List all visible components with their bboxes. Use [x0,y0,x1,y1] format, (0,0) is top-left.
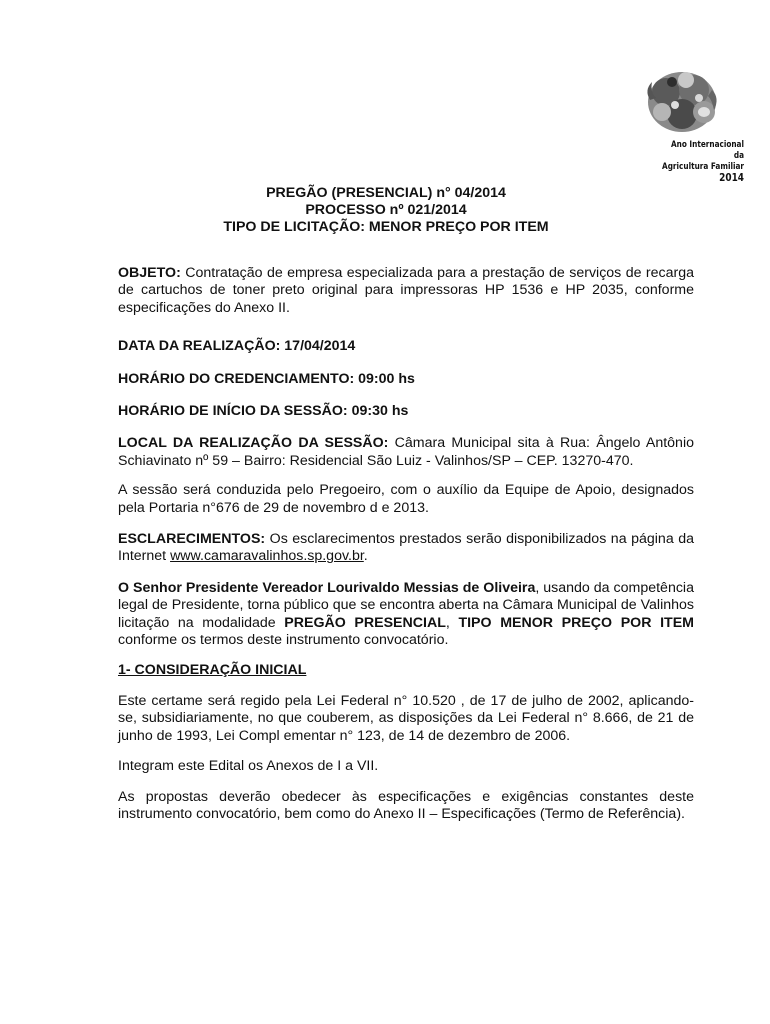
presidente-text-1: , usando da competência legal de Presidente, torna público que se encontra aberta na Câmara Municipal de Valinhos licitação na modalidade [118,579,694,631]
title-tipo-licitacao: TIPO DE LICITAÇÃO: MENOR PREÇO POR ITEM [223,219,549,235]
esclarecimentos-paragraph [118,531,694,566]
fruit-wreath-icon [642,60,722,140]
horario-credenciamento [118,371,694,388]
local-label: LOCAL DA REALIZAÇÃO DA SESSÃO: [118,435,389,452]
horario-inicio-text: HORÁRIO DE INÍCIO DA SESSÃO: 09:30 hs [118,403,409,420]
section-1-title: 1- CONSIDERAÇÃO INICIAL [118,661,307,678]
esclarecimentos-label: ESCLARECIMENTOS: [118,531,266,548]
logo-line-2: Agricultura Familiar [662,162,744,172]
presidente-bold-1: PREGÃO PRESENCIAL [284,614,446,631]
data-realizacao-text: DATA DA REALIZAÇÃO: 17/04/2014 [118,338,356,355]
objeto-paragraph [118,265,694,317]
propostas-paragraph: As propostas deverão obedecer às especificações e exigências constantes deste instrumento convocatório, bem como do Anexo II – Especificações (Termo de Referência). [118,788,694,822]
esclarecimentos-end: . [363,548,368,565]
objeto-label: OBJETO: [118,265,181,281]
logo-year: 2014 [719,172,744,184]
integram-paragraph: Integram este Edital os Anexos de I a VII. [118,758,379,775]
local-text: Câmara Municipal sita à Rua: Ângelo Antônio Schiavinato nº 59 – Bairro: Residencial São Luiz - Valinhos/SP – CEP. 13270-470. [118,435,694,469]
presidente-text-2: conforme os termos deste instrumento convocatório. [118,632,449,649]
section-1-heading [118,662,694,679]
website-link[interactable]: www.camaravalinhos.sp.gov.br [170,548,364,565]
presidente-sep: , [445,614,459,631]
document-header [80,185,692,236]
title-pregao: PREGÃO (PRESENCIAL) n° 04/2014 [266,185,506,201]
certame-paragraph: Este certame será regido pela Lei Federal n° 10.520 , de 17 de julho de 2002, aplicando-se, subsidiariamente, no que couberem, as disposições da Lei Federal n° 8.666, de 21 de junho de 1993, Lei Compl ementar n° 123, de 14 de dezembro de 2006. [118,692,694,744]
data-realizacao [118,338,694,355]
presidente-bold-2: TIPO MENOR PREÇO POR ITEM [458,614,694,631]
horario-inicio-sessao [118,403,694,420]
horario-credenciamento-text: HORÁRIO DO CREDENCIAMENTO: 09:00 hs [118,370,415,387]
title-processo: PROCESSO nº 021/2014 [305,202,467,218]
logo-caption [659,140,744,184]
logo-line-1: Ano Internacional da [670,140,744,161]
objeto-text: Contratação de empresa especializada para a prestação de serviços de recarga de cartuchos de toner preto original para impressoras HP 1536 e HP 2035, conforme especificações do Anexo II. [118,265,694,316]
agriculture-year-logo [638,60,758,184]
local-paragraph [118,435,694,470]
esclarecimentos-text: Os esclarecimentos prestados serão disponibilizados na página da Internet [118,531,694,565]
presidente-name: O Senhor Presidente Vereador Lourivaldo Messias de Oliveira [118,579,536,596]
presidente-paragraph [118,580,694,650]
document-body [118,265,694,823]
sessao-paragraph: A sessão será conduzida pelo Pregoeiro, com o auxílio da Equipe de Apoio, designados pela Portaria n°676 de 29 de novembro d e 2013. [118,482,694,516]
